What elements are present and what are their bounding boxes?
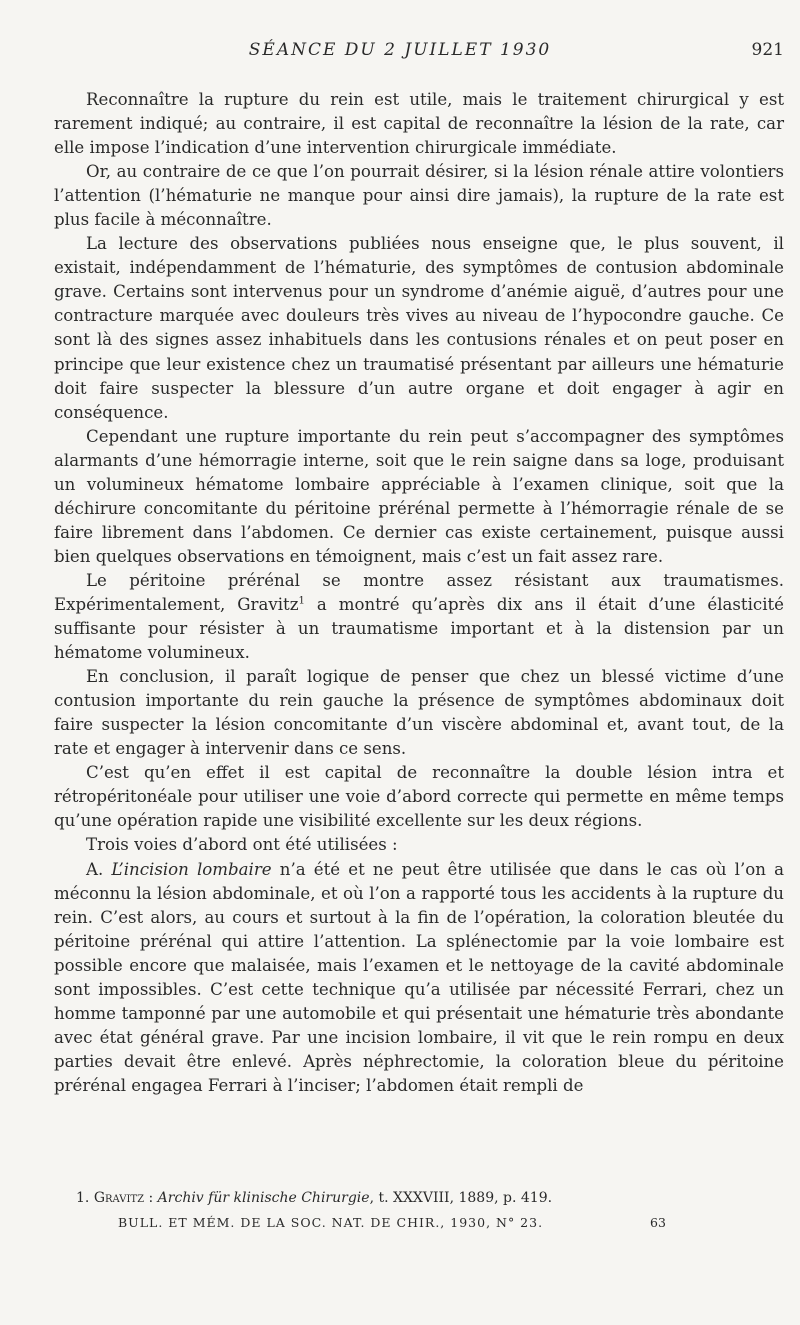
footnote-separator: : xyxy=(144,1190,158,1206)
paragraph-9-text: n’a été et ne peut être utilisée que dans le cas où l’on a méconnu la lésion abdominale, et où l’on a rapporté tous les accidents à la rupture du rein. C’est alors, au cours et surtout à la fin de l’opération, la coloration bleutée du péritoine prérénal qui attire l’attention. La splénectomie par la voie lombaire est possible encore que malaisée, mais l’examen et le nettoyage de la cavité abdominale sont impossibles. C’est cette technique qu’a utilisée par nécessité Ferrari, chez un homme tamponné par une automobile et qui présentait une hématurie très abondante avec état général grave. Par une incision lombaire, il vit que le rein rompu en deux parties devait être enlevé. Après néphrectomie, la coloration bleue du péritoine prérénal engagea Ferrari à l’inciser; l’abdomen était rempli de xyxy=(54,859,784,1095)
paragraph-9-lead: A. xyxy=(86,859,112,879)
footnote-number: 1. xyxy=(76,1190,90,1206)
bulletin-imprint: BULL. ET MÉM. DE LA SOC. NAT. DE CHIR., 1930, N° 23. xyxy=(118,1215,544,1230)
page-header xyxy=(0,40,800,64)
footnote-journal: Archiv für klinische Chirurgie xyxy=(157,1190,370,1206)
paragraph-5-text-a: Le péritoine prérénal se montre assez résistant aux traumatismes. Expérimentalement, Gravitz xyxy=(54,570,784,614)
footnote-author: Gravitz xyxy=(93,1190,145,1206)
paragraph-5 xyxy=(54,569,784,665)
sheet-number: 63 xyxy=(650,1215,666,1230)
body-text xyxy=(54,88,784,1098)
paragraph-4: Cependant une rupture importante du rein peut s’accompagner des symptômes alarmants d’une hémorragie interne, soit que le rein saigne dans sa loge, produisant un volumineux hématome lombaire appréciable à l’examen clinique, soit que la déchirure concomitante du péritoine prérénal permette à l’hémorragie rénale de se faire librement dans l’abdomen. Ce dernier cas existe certainement, puisque aussi bien quelques observations en témoignent, mais c’est un fait assez rare. xyxy=(54,426,784,566)
paragraph-9-italic: L’incision lombaire xyxy=(111,859,272,879)
footnote-details: , t. XXXVIII, 1889, p. 419. xyxy=(369,1190,553,1206)
paragraph-7: C’est qu’en effet il est capital de reconnaître la double lésion intra et rétropéritonéale pour utiliser une voie d’abord correcte qui permette en même temps qu’une opération rapide une visibilité excellente sur les deux régions. xyxy=(54,763,784,831)
paragraph-1: Reconnaître la rupture du rein est utile, mais le traitement chirurgical y est rarement indiqué; au contraire, il est capital de reconnaître la lésion de la rate, car elle impose l’indication d’une intervention chirurgicale immédiate. xyxy=(54,90,784,158)
running-title: SÉANCE DU 2 JUILLET 1930 xyxy=(248,40,552,60)
paragraph-5-text-b: a montré qu’après dix ans il était d’une élasticité suffisante pour résister à un traumatisme important et à la distension par un hématome volumineux. xyxy=(54,594,784,663)
paragraph-2: Or, au contraire de ce que l’on pourrait désirer, si la lésion rénale attire volontiers l’attention (l’hématurie ne manque pour ainsi dire jamais), la rupture de la rate est plus facile à méconnaître. xyxy=(54,162,784,230)
paragraph-6: En conclusion, il paraît logique de penser que chez un blessé victime d’une contusion importante du rein gauche la présence de symptômes abdominaux doit faire suspecter la lésion concomitante d’un viscère abdominal et, avant tout, de la rate et engager à intervenir dans ce sens. xyxy=(54,667,784,759)
paragraph-8: Trois voies d’abord ont été utilisées : xyxy=(86,835,398,855)
footnote xyxy=(76,1188,776,1208)
paragraph-9 xyxy=(54,858,784,1098)
paragraph-3: La lecture des observations publiées nous enseigne que, le plus souvent, il existait, indépendamment de l’hématurie, des symptômes de contusion abdominale grave. Certains sont intervenus pour un syndrome d’anémie aiguë, d’autres pour une contracture marquée avec douleurs très vives au niveau de l’hypocondre gauche. Ce sont là des signes assez inhabituels dans les contusions rénales et on peut poser en principe que leur existence chez un traumatisé présentant par ailleurs une hématurie doit faire suspecter la blessure d’un autre organe et doit engager à agir en conséquence. xyxy=(54,234,784,422)
footnote-marker: 1 xyxy=(298,595,305,607)
page-number: 921 xyxy=(751,40,784,60)
